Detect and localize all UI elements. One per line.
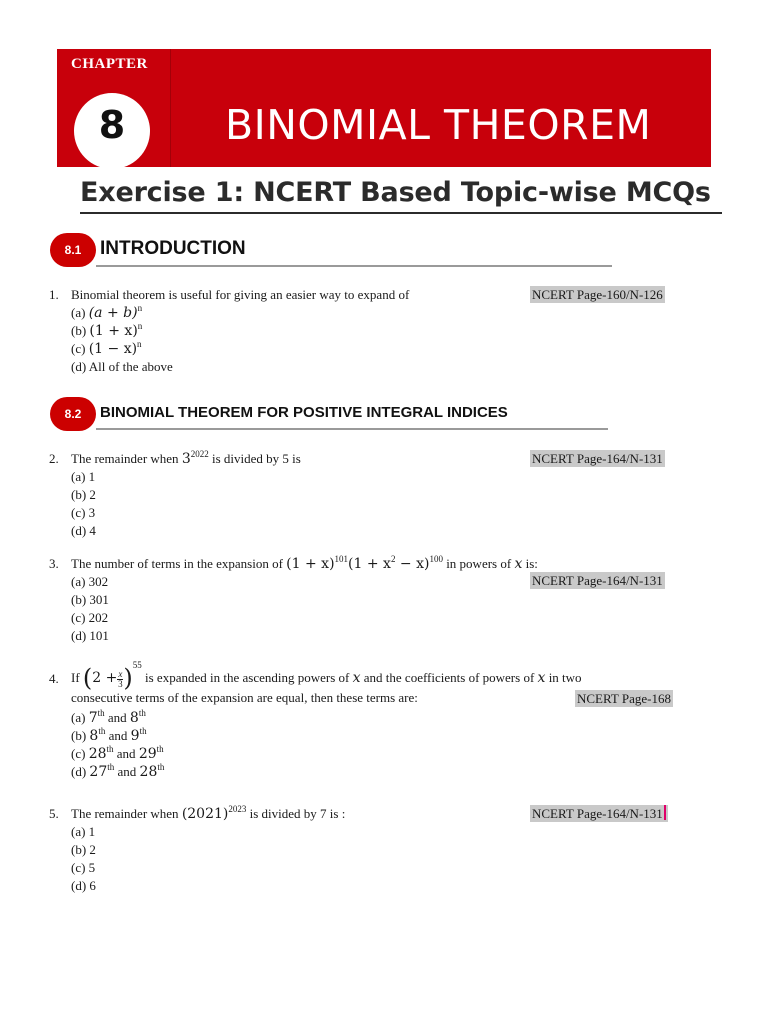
question-text: The remainder when $(2021)^{2023}$ is divided by 7 is : (71, 804, 346, 822)
options-list (71, 304, 173, 376)
option-c: (c) 3 (71, 505, 96, 520)
option-a: (a) 1 (71, 469, 96, 484)
options-list (71, 709, 164, 781)
option-b: (b) 2 (71, 487, 96, 502)
option-a: (a) $(a + b)^n$ (71, 303, 143, 321)
question-text-continued: consecutive terms of the expansion are equal, then these terms are: (71, 690, 418, 705)
section-number-badge: 8.1 (50, 233, 96, 267)
question-text: The number of terms in the expansion of $(1 + x)^{101}(1 + x^2 - x)^{100}$ in powers of x is: (71, 554, 538, 572)
exercise-underline (80, 212, 722, 214)
question-text: Binomial theorem is useful for giving an easier way to expand of (71, 287, 410, 302)
chapter-label: CHAPTER (71, 56, 148, 72)
chapter-number: 8 (98, 103, 126, 147)
option-c: (c) 5 (71, 860, 96, 875)
question-number: 3. (49, 556, 59, 571)
ncert-reference: NCERT Page-160/N-126 (532, 287, 663, 302)
text-cursor (664, 805, 666, 820)
question-number: 4. (49, 671, 59, 686)
question-number: 2. (49, 451, 59, 466)
question-number: 1. (49, 287, 59, 302)
option-b: (b) 2 (71, 842, 96, 857)
option-b: (b) 8th and 9th (71, 726, 147, 744)
section-title: INTRODUCTION (100, 238, 246, 259)
option-b: (b) $(1 + x)^n$ (71, 321, 143, 339)
option-a: (a) 1 (71, 824, 96, 839)
option-d: (d) 6 (71, 878, 96, 893)
option-a: (a) 302 (71, 574, 109, 589)
chapter-title: BINOMIAL THEOREM (225, 101, 652, 149)
options-list (71, 468, 96, 540)
option-c: (c) $(1 - x)^n$ (71, 339, 142, 357)
option-d: (d) 4 (71, 523, 96, 538)
option-c: (c) 28th and 29th (71, 744, 164, 762)
ncert-reference: NCERT Page-164/N-131 (530, 805, 668, 822)
ncert-reference: NCERT Page-164/N-131 (532, 573, 663, 588)
chapter-box (57, 49, 171, 167)
question-text: The remainder when $3^{2022}$ is divided by 5 is (71, 449, 301, 467)
fraction: $\frac{x}{3}$ (118, 668, 123, 689)
option-a: (a) 7th and 8th (71, 708, 146, 726)
question-text: If (2 + $\frac{x}{3}$ )$^{55}$ is expanded in the ascending powers of x and the coefficients of powers of x in two (71, 660, 582, 692)
section-divider (96, 428, 608, 430)
option-d: (d) 27th and 28th (71, 762, 165, 780)
chapter-number-circle (74, 93, 150, 169)
section-title: BINOMIAL THEOREM FOR POSITIVE INTEGRAL INDICES (100, 404, 508, 421)
option-c: (c) 202 (71, 610, 109, 625)
option-b: (b) 301 (71, 592, 109, 607)
chapter-banner (57, 49, 711, 167)
option-d: (d) All of the above (71, 359, 173, 374)
option-d: (d) 101 (71, 628, 109, 643)
question-number: 5. (49, 806, 59, 821)
exercise-title: Exercise 1: NCERT Based Topic-wise MCQs (80, 177, 711, 208)
ncert-reference: NCERT Page-164/N-131 (532, 451, 663, 466)
section-divider (96, 265, 612, 267)
section-heading-8-2 (50, 397, 612, 431)
ncert-reference: NCERT Page-168 (577, 691, 671, 706)
options-list (71, 573, 109, 645)
options-list (71, 823, 96, 895)
section-number-badge: 8.2 (50, 397, 96, 431)
section-heading-8-1 (50, 233, 612, 267)
